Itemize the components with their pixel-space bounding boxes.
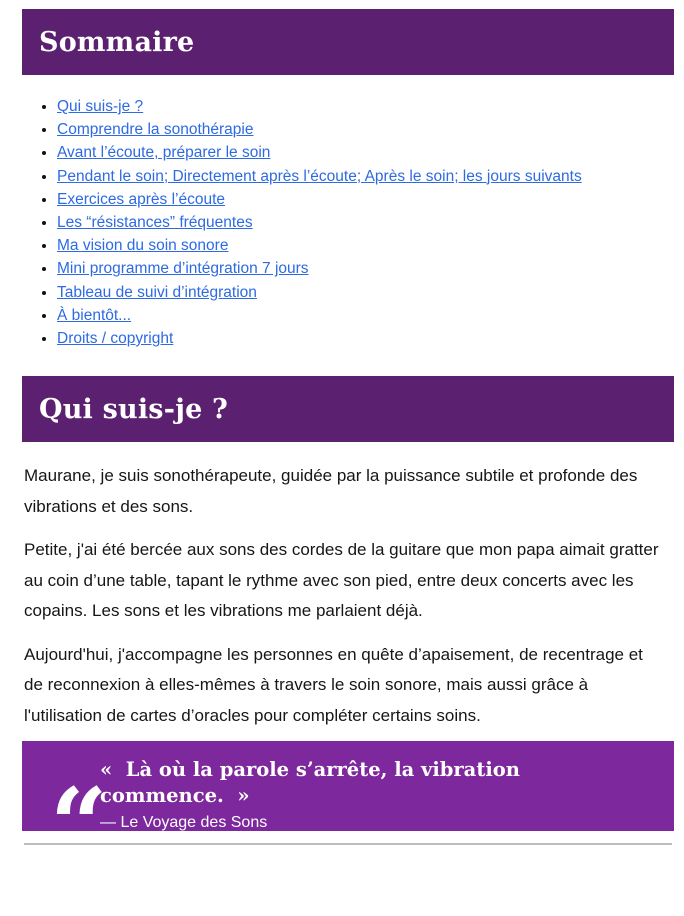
toc-item <box>57 95 684 118</box>
section-title: Qui suis-je ? <box>39 393 229 425</box>
toc-item <box>57 304 684 327</box>
section-divider <box>24 843 672 845</box>
bio-paragraph-3: Aujourd'hui, j'accompagne les personnes en quête d’apaisement, de recentrage et de reconnexion à elles-mêmes à travers le soin sonore, mais aussi grâce à l'utilisation de cartes d’oracles pour compléter certains soins. <box>24 644 643 725</box>
sommaire-title: Sommaire <box>39 26 195 58</box>
bio-paragraph-1: Maurane, je suis sonothérapeute, guidée par la puissance subtile et profonde des vibrations et des sons. <box>24 466 638 516</box>
quote-icon: “ <box>50 766 108 832</box>
sommaire-header <box>22 9 674 75</box>
toc-link-mini-programme-integration[interactable]: Mini programme d’intégration 7 jours <box>57 260 309 278</box>
toc-item <box>57 141 684 164</box>
toc-item <box>57 211 684 234</box>
toc-link-comprendre-la-sonotherapie[interactable]: Comprendre la sonothérapie <box>57 121 254 139</box>
toc-item <box>57 257 684 280</box>
toc-item <box>57 234 684 257</box>
toc-item <box>57 165 684 188</box>
quote-text: « Là où la parole s’arrête, la vibration commence. » <box>100 758 520 808</box>
toc-link-qui-suis-je[interactable]: Qui suis-je ? <box>57 98 144 115</box>
quote-block <box>22 741 674 831</box>
toc-item <box>57 188 684 211</box>
toc-item <box>57 118 684 141</box>
toc-link-resistances-frequentes[interactable]: Les “résistances” fréquentes <box>57 214 253 232</box>
section-header <box>22 376 674 442</box>
toc-item <box>57 327 684 350</box>
toc-link-pendant-le-soin[interactable]: Pendant le soin; Directement après l’écoute; Après le soin; les jours suivants <box>57 167 582 185</box>
bio-paragraph-2: Petite, j'ai été bercée aux sons des cordes de la guitare que mon papa aimait gratter au coin d’une table, tapant le rythme avec son pied, entre deux concerts avec les copains. Les sons et les vibrations me parlaient déjà. <box>24 540 659 621</box>
toc-link-droits-copyright[interactable]: Droits / copyright <box>57 330 174 348</box>
toc-link-a-bientot[interactable]: À bientôt... <box>57 306 132 324</box>
quote-attribution: — Le Voyage des Sons <box>100 814 268 832</box>
toc-link-ma-vision-du-soin-sonore[interactable]: Ma vision du soin sonore <box>57 237 229 255</box>
toc-item <box>57 281 684 304</box>
toc-link-avant-lecoute-preparer-le-soin[interactable]: Avant l’écoute, préparer le soin <box>57 144 271 162</box>
toc-link-tableau-de-suivi[interactable]: Tableau de suivi d’intégration <box>57 283 257 301</box>
table-of-contents <box>0 95 684 350</box>
toc-link-exercices-apres-lecoute[interactable]: Exercices après l’écoute <box>57 190 225 208</box>
